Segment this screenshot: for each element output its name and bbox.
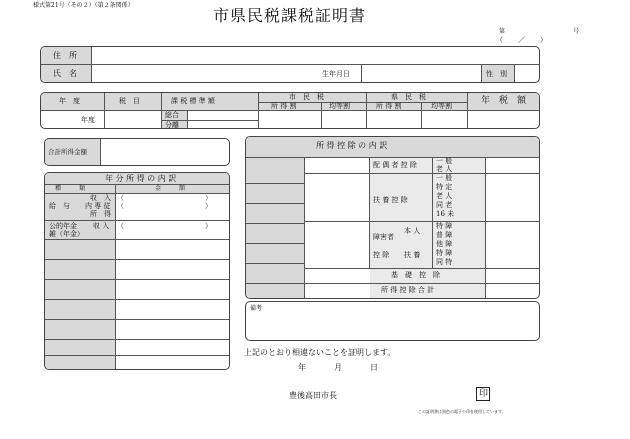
disabled-deduct-label: 控 除 [373,251,390,259]
col-pref-tax: 県 民 税 [391,93,426,101]
disabled-normal: 普 障 [436,231,453,239]
paren-close-3: ） [205,222,212,230]
dep-special: 特 定 [436,183,453,191]
kind-header: 種 類 [55,185,86,192]
paren-close-1: ） [205,194,212,202]
electronic-seal-note: この証明書は黒色の電子公印を使用しています。 [418,409,506,414]
name-label: 氏 名 [53,69,77,78]
total-income-box [44,138,230,166]
dependent-deduction-label: 扶 養 控 除 [373,196,408,204]
total-deduction-label: 所 得 控 除 合 計 [381,286,435,294]
dep-minor: 16 未 [436,210,455,218]
pension-income-label: 収 入 [93,222,110,230]
certificate-number-label: 第 [499,28,506,35]
bunri-label: 分離 [165,121,179,129]
deduction-title: 所 得 控 除 の 内 訳 [316,141,388,150]
spouse-deduction-label: 配 偶 者 控 除 [373,161,417,169]
col-city-percapita: 均等割 [329,102,350,110]
col-tax-item: 税 目 [119,97,140,105]
disabled-self-label: 本 人 [404,227,421,235]
col-year: 年 度 [59,97,80,105]
disabled-family-label: 扶 養 [404,251,421,259]
spouse-elderly: 老 人 [436,165,453,173]
deduction-breakdown [245,136,540,299]
dep-elderly: 老 人 [436,192,453,200]
address-label: 住 所 [53,51,77,60]
issue-date-paren: （ ／ ） [496,36,551,44]
pension-sub-label: 雑（年金） [49,230,84,238]
certificate-number-suffix: 号 [573,28,580,35]
disabled-label: 障害者 [373,233,394,241]
identity-section [40,46,540,83]
sogo-label: 総合 [165,111,179,119]
sex-label: 性 別 [486,70,507,78]
tax-table [40,92,540,129]
total-income-label: 合計所得金額 [48,148,87,156]
pension-label: 公的年金 [49,222,77,230]
mayor-title: 豊後高田市長 [289,391,337,400]
family-cohabit: 同 特 [436,258,453,266]
amount-header: 金 額 [155,185,186,192]
form-number: 様式第21号（その２）（第２条関係） [33,2,134,9]
col-city-income: 所 得 割 [271,102,297,110]
certify-date: 年 月 日 [298,363,382,372]
paren-open-3: （ [117,222,124,230]
dep-cohabit: 同 老 [436,201,453,209]
salary-income-label: 収 入 [90,194,111,202]
remarks-box [245,301,540,341]
col-tax-base: 課 税 標 準 額 [171,97,215,105]
paren-close-2: ） [205,202,212,210]
salary-deduction-label: 内 専 従 [85,202,111,210]
spouse-general: 一 般 [436,157,453,165]
col-city-tax: 市 民 税 [289,93,324,101]
birth-label: 生年月日 [322,70,350,78]
seal-stamp [476,387,490,401]
paren-open-1: （ [117,194,124,202]
col-pref-income: 所 得 割 [376,102,402,110]
disabled-special: 特 障 [436,222,453,230]
paren-open-2: （ [117,202,124,210]
col-annual-tax: 年 税 額 [481,96,527,106]
col-pref-percapita: 均等割 [431,102,452,110]
certify-text: 上記のとおり相違ないことを証明します。 [244,348,396,357]
salary-shotoku-label: 所 得 [90,210,111,218]
seal-char: 印 [479,389,489,399]
remarks-label: 備考 [250,305,263,312]
breakdown-title: 年 分 所 得 の 内 訳 [105,174,177,183]
other-disabled: 他 障 [436,240,453,248]
salary-label: 給 与 [49,202,70,210]
family-special: 特 障 [436,249,453,257]
income-breakdown [44,172,230,370]
dep-general: 一 般 [436,174,453,182]
page-title: 市県民税課税証明書 [213,6,367,25]
year-unit: 年度 [81,116,95,124]
basic-deduction-label: 基 礎 控 除 [391,271,440,279]
